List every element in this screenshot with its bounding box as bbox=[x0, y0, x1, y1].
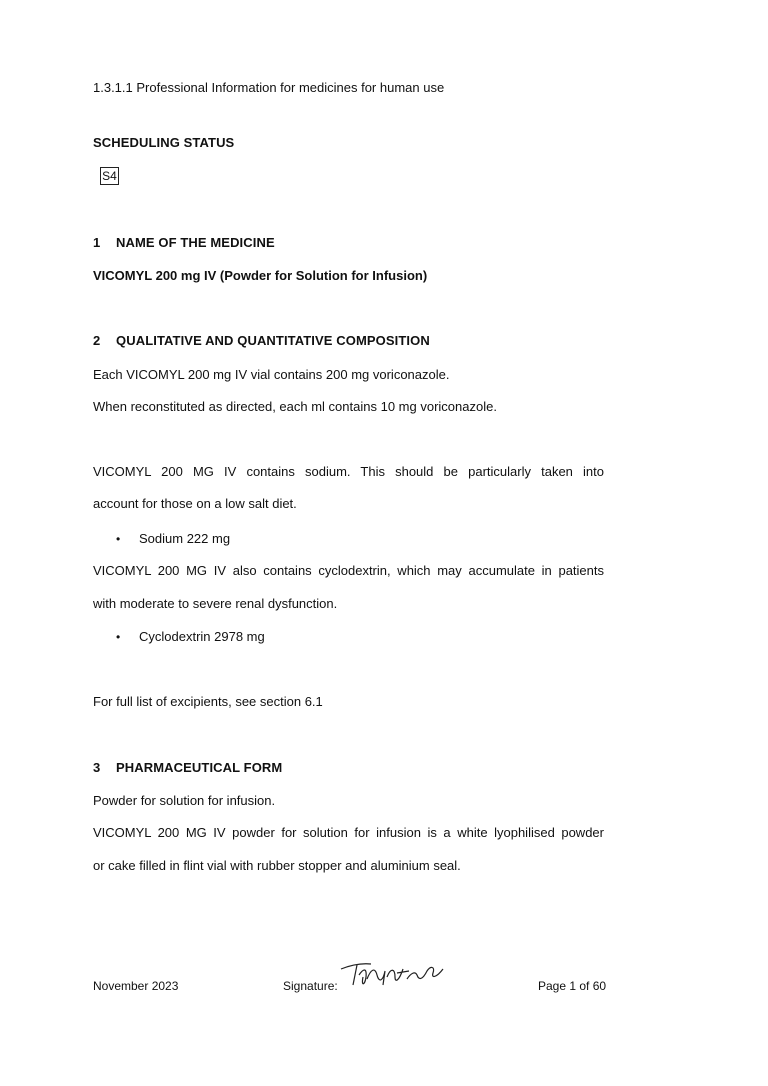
pharmaceutical-form-description-line-1: VICOMYL 200 MG IV powder for solution for infusion is a white lyophilised powder bbox=[93, 825, 604, 840]
sodium-warning-line-2: account for those on a low salt diet. bbox=[93, 496, 297, 511]
handwritten-signature bbox=[337, 955, 449, 995]
composition-vial-text: Each VICOMYL 200 mg IV vial contains 200 mg voriconazole. bbox=[93, 367, 450, 382]
cyclodextrin-warning-line-1: VICOMYL 200 MG IV also contains cyclodextrin, which may accumulate in patients bbox=[93, 563, 604, 578]
document-reference: 1.3.1.1 Professional Information for medicines for human use bbox=[93, 80, 445, 95]
cyclodextrin-amount: Cyclodextrin 2978 mg bbox=[139, 629, 265, 644]
section-3-heading: PHARMACEUTICAL FORM bbox=[116, 760, 283, 775]
footer-page-number: Page 1 of 60 bbox=[538, 979, 607, 993]
medicine-name: VICOMYL 200 mg IV (Powder for Solution for Infusion) bbox=[93, 268, 428, 283]
bullet-icon: • bbox=[116, 532, 121, 546]
excipients-reference: For full list of excipients, see section 6.1 bbox=[93, 694, 323, 709]
sodium-warning-line-1: VICOMYL 200 MG IV contains sodium. This should be particularly taken into bbox=[93, 464, 604, 479]
scheduling-status-badge: S4 bbox=[100, 167, 119, 185]
section-3-number: 3 bbox=[93, 760, 101, 775]
footer-signature-label: Signature: bbox=[283, 979, 338, 993]
sodium-amount: Sodium 222 mg bbox=[139, 531, 231, 546]
scheduling-status-heading: SCHEDULING STATUS bbox=[93, 135, 235, 150]
pharmaceutical-form-description-line-2: or cake filled in flint vial with rubber stopper and aluminium seal. bbox=[93, 858, 461, 873]
section-1-number: 1 bbox=[93, 235, 101, 250]
section-1-heading: NAME OF THE MEDICINE bbox=[116, 235, 275, 250]
bullet-icon: • bbox=[116, 630, 121, 644]
footer-date: November 2023 bbox=[93, 979, 179, 993]
section-2-number: 2 bbox=[93, 333, 101, 348]
cyclodextrin-warning-line-2: with moderate to severe renal dysfunction. bbox=[93, 596, 338, 611]
section-2-heading: QUALITATIVE AND QUANTITATIVE COMPOSITION bbox=[116, 333, 430, 348]
composition-reconstituted-text: When reconstituted as directed, each ml contains 10 mg voriconazole. bbox=[93, 399, 497, 414]
pharmaceutical-form-text: Powder for solution for infusion. bbox=[93, 793, 276, 808]
